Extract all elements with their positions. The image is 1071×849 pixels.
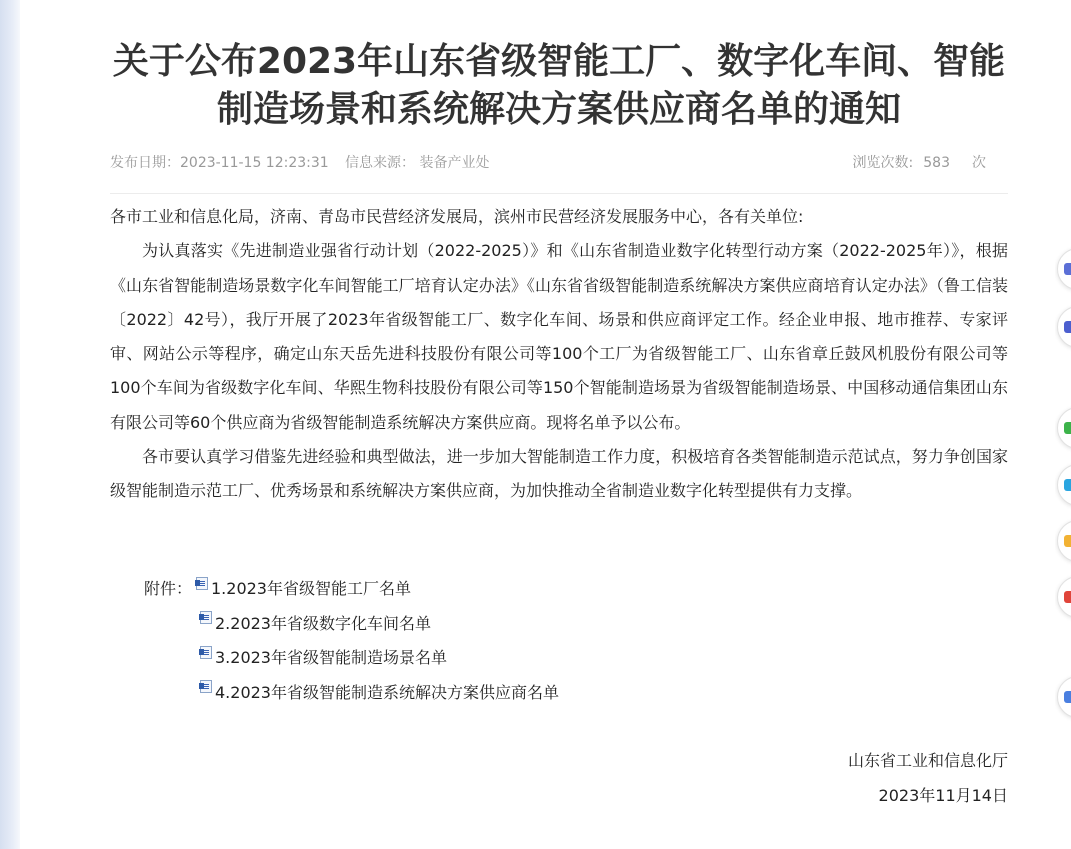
wechat-icon[interactable] — [1057, 407, 1071, 449]
weibo-icon[interactable] — [1057, 576, 1071, 618]
attachments — [144, 572, 744, 710]
wechat-icon — [1064, 422, 1071, 434]
salutation: 各市工业和信息化局，济南、青岛市民营经济发展局，滨州市民营经济发展服务中心，各有关单位: — [110, 207, 804, 226]
page-title: 关于公布2023年山东省级智能工厂、数字化车间、智能制造场景和系统解决方案供应商名单的通知 — [112, 41, 1006, 130]
attachment-link[interactable] — [200, 676, 559, 711]
attachment-row — [144, 676, 744, 711]
signature — [848, 743, 1008, 813]
attachment-name: 1.2023年省级智能工厂名单 — [211, 579, 411, 598]
view-count-unit: 次 — [972, 155, 986, 171]
weibo-icon — [1064, 591, 1071, 603]
meta-divider — [110, 193, 1008, 194]
attachment-row — [144, 641, 744, 676]
paragraph: 为认真落实《先进制造业强省行动计划（2022-2025）》和《山东省制造业数字化转型行动方案（2022-2025年）》，根据《山东省智能制造场景数字化车间智能工厂培育认定办法》《山东省省级智能制造系统解决方案供应商培育认定办法》（鲁工信装〔2022〕42号），我厅开展了2023年省级智能工厂、数字化车间、场景和供应商评定工作。经企业申报、地市推荐、专家评审、网站公示等程序，确定山东天岳先进科技股份有限公司等100个工厂为省级智能工厂、山东省章丘鼓风机股份有限公司等100个车间为省级数字化车间、华熙生物科技股份有限公司等150个智能制造场景为省级智能制造场景、中国移动通信集团山东有限公司等60个供应商为省级智能制造系统解决方案供应商。现将名单予以公布。 — [110, 241, 1008, 432]
attachment-row — [144, 572, 744, 607]
star-icon[interactable] — [1057, 520, 1071, 562]
view-count-number: 583 — [923, 155, 950, 171]
print-icon[interactable] — [1057, 676, 1071, 718]
share-icon — [1064, 479, 1071, 491]
word-doc-icon — [200, 680, 212, 693]
right-share-rail — [1055, 0, 1071, 849]
attachment-name: 2.2023年省级数字化车间名单 — [215, 613, 431, 633]
signature-date: 2023年11月14日 — [878, 786, 1008, 805]
print-icon — [1064, 691, 1071, 703]
attachments-label: 附件： — [144, 579, 193, 598]
word-doc-icon — [200, 646, 212, 659]
left-background-strip — [0, 0, 20, 849]
attachment-link[interactable] — [200, 607, 431, 642]
tool-icon[interactable] — [1057, 306, 1071, 348]
publish-date: 发布日期：2023-11-15 12:23:31 — [110, 155, 329, 171]
article-body — [110, 200, 1008, 509]
word-doc-icon — [196, 577, 208, 590]
star-icon — [1064, 535, 1071, 547]
view-count — [853, 152, 986, 172]
signature-org: 山东省工业和信息化厅 — [847, 751, 1008, 770]
article-meta — [110, 152, 1008, 174]
tool-icon[interactable] — [1057, 248, 1071, 290]
info-source: 信息来源： 装备产业处 — [345, 155, 490, 171]
attachment-link[interactable] — [200, 641, 447, 676]
view-count-label: 浏览次数: — [852, 155, 914, 171]
word-doc-icon — [200, 611, 212, 624]
share-icon[interactable] — [1057, 464, 1071, 506]
attachment-name: 4.2023年省级智能制造系统解决方案供应商名单 — [215, 682, 559, 702]
attachment-name: 3.2023年省级智能制造场景名单 — [215, 648, 447, 667]
tool-icon — [1064, 263, 1071, 275]
tool-icon — [1064, 321, 1071, 333]
attachment-row — [144, 607, 744, 642]
attachment-link[interactable] — [196, 572, 411, 607]
paragraph: 各市要认真学习借鉴先进经验和典型做法，进一步加大智能制造工作力度，积极培育各类智能制造示范试点，努力争创国家级智能制造示范工厂、优秀场景和系统解决方案供应商，为加快推动全省制造业数字化转型提供有力支撑。 — [110, 447, 1008, 501]
